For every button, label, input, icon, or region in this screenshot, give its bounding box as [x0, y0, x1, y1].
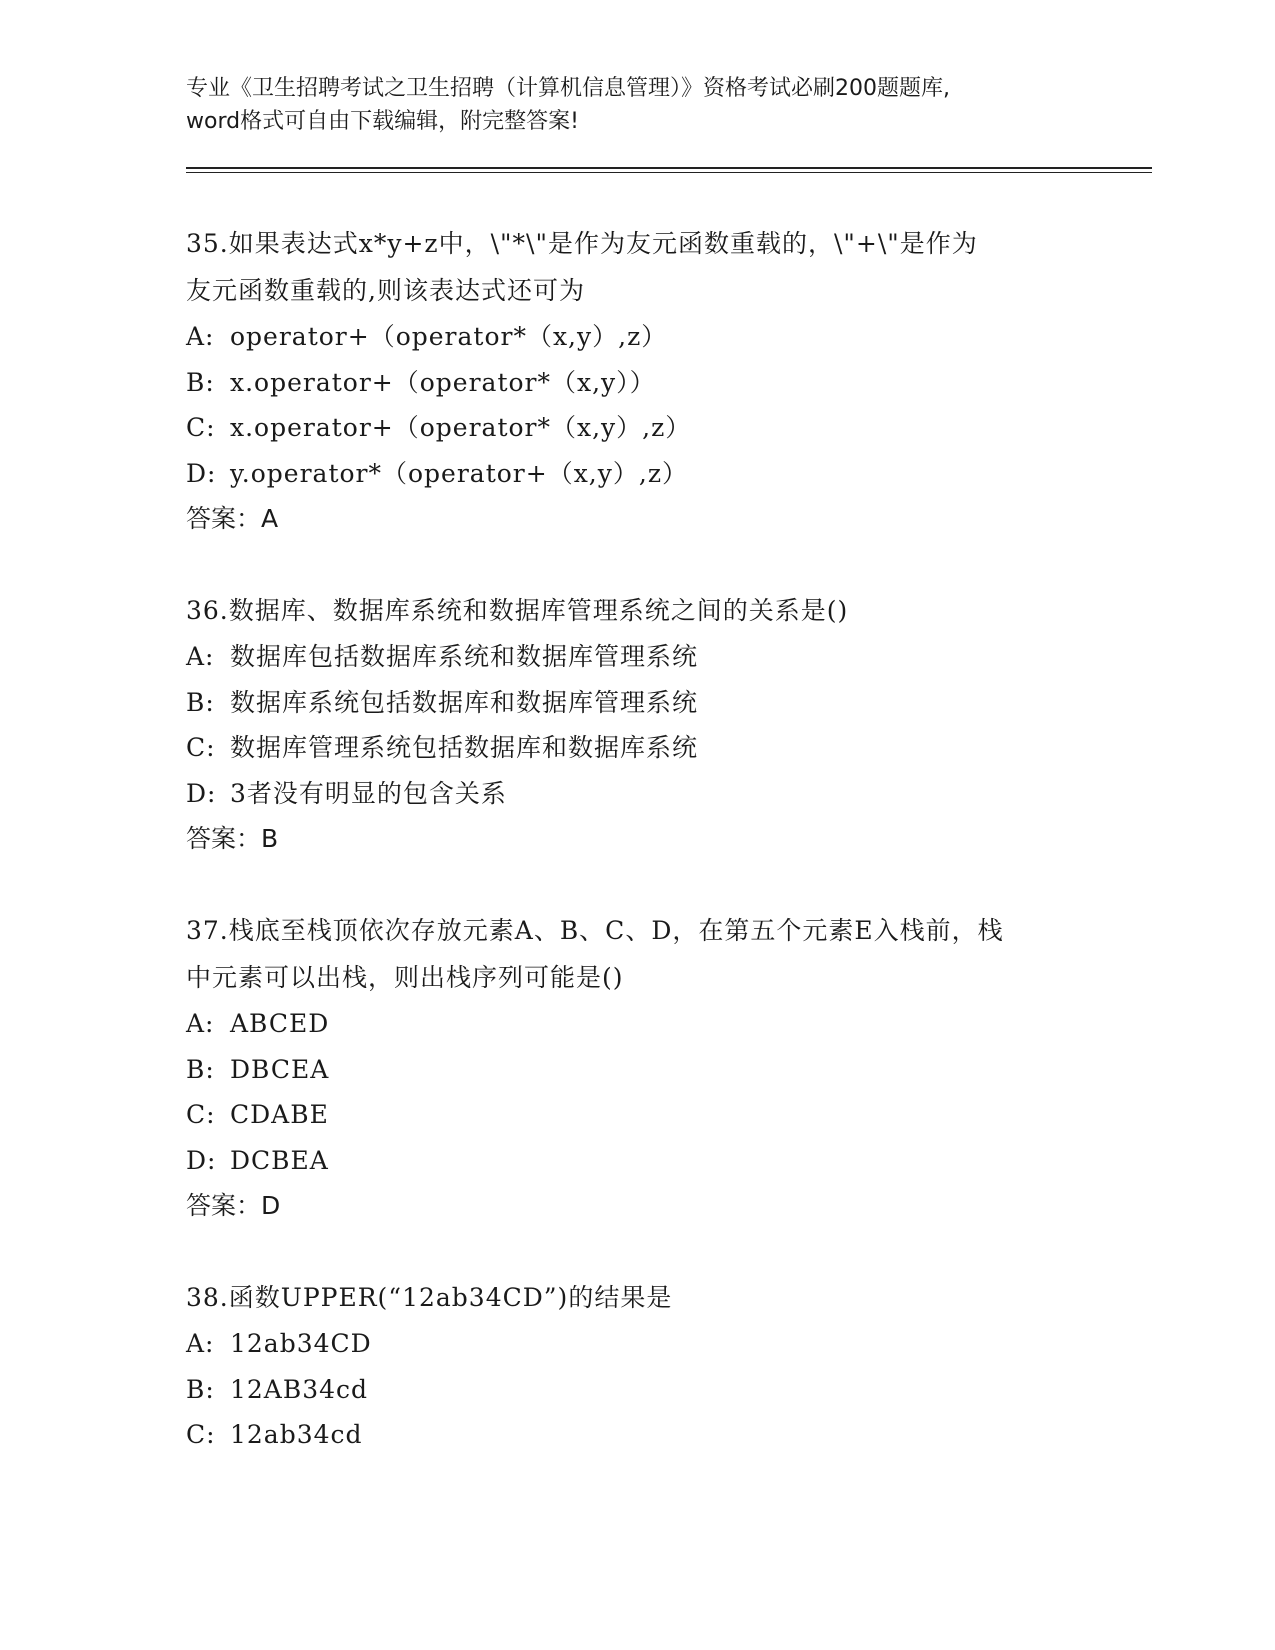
option-key: D:: [186, 458, 217, 488]
question-stem: [186, 907, 1146, 1001]
option-c: [186, 405, 1146, 451]
option-key: A:: [186, 642, 215, 671]
option-key: C:: [186, 413, 216, 442]
option-text: DBCEA: [230, 1054, 330, 1084]
option-key: D:: [186, 1145, 217, 1175]
option-d: [186, 451, 1146, 497]
option-text: y.operator*（operator+（x,y）,z）: [230, 458, 688, 488]
document-header-line-1: 专业《卫生招聘考试之卫生招聘（计算机信息管理）》资格考试必刷200题题库,: [186, 76, 950, 101]
answer-line: 答案：D: [186, 1191, 281, 1220]
option-d: [186, 1138, 1146, 1184]
option-b: [186, 1047, 1146, 1093]
option-a: [186, 634, 1146, 680]
answer-line: 答案：A: [186, 504, 279, 533]
option-key: C:: [186, 733, 216, 762]
option-text: operator+（operator*（x,y）,z）: [230, 322, 668, 351]
question-stem-line: 中元素可以出栈，则出栈序列可能是(): [186, 963, 624, 992]
option-a: [186, 314, 1146, 360]
header-divider: [186, 167, 1152, 173]
option-text: 数据库系统包括数据库和数据库管理系统: [230, 687, 699, 717]
question-stem: [186, 1274, 1146, 1321]
option-text: 12ab34CD: [230, 1329, 372, 1358]
option-key: C:: [186, 1420, 216, 1449]
option-a: [186, 1321, 1146, 1367]
option-d: [186, 771, 1146, 817]
option-key: A:: [186, 1009, 215, 1038]
option-key: B:: [186, 687, 215, 717]
document-page: [186, 72, 1146, 1458]
question-stem-line: 37.栈底至栈顶依次存放元素A、B、C、D，在第五个元素E入栈前，栈: [186, 916, 1004, 945]
answer-line: 答案：B: [186, 824, 279, 853]
option-key: B:: [186, 1054, 215, 1084]
option-key: B:: [186, 367, 215, 397]
question-38: [186, 1274, 1146, 1458]
option-text: 数据库管理系统包括数据库和数据库系统: [230, 733, 699, 762]
option-key: A:: [186, 322, 215, 351]
option-c: [186, 1412, 1146, 1458]
option-key: C:: [186, 1100, 216, 1129]
option-a: [186, 1001, 1146, 1047]
option-key: A:: [186, 1329, 215, 1358]
option-text: x.operator+（operator*（x,y））: [230, 367, 656, 397]
question-37: [186, 907, 1146, 1229]
question-36: [186, 587, 1146, 862]
option-text: 12ab34cd: [230, 1420, 363, 1449]
question-stem-line: 36.数据库、数据库系统和数据库管理系统之间的关系是(): [186, 596, 849, 625]
question-list: [186, 220, 1146, 1458]
option-text: x.operator+（operator*（x,y）,z）: [230, 413, 692, 442]
option-text: 12AB34cd: [230, 1374, 369, 1404]
option-b: [186, 1367, 1146, 1413]
option-b: [186, 680, 1146, 726]
option-text: ABCED: [230, 1009, 330, 1038]
option-key: B:: [186, 1374, 215, 1404]
question-stem-line: 友元函数重载的,则该表达式还可为: [186, 276, 585, 305]
option-b: [186, 360, 1146, 406]
option-key: D:: [186, 778, 217, 808]
option-text: CDABE: [230, 1100, 329, 1129]
option-c: [186, 725, 1146, 771]
document-header-line-2: word格式可自由下载编辑，附完整答案!: [186, 109, 579, 134]
question-35: [186, 220, 1146, 542]
option-c: [186, 1092, 1146, 1138]
question-stem-line: 35.如果表达式x*y+z中，\"*\"是作为友元函数重载的，\"+\"是作为: [186, 229, 978, 258]
question-stem-line: 38.函数UPPER(“12ab34CD”)的结果是: [186, 1283, 673, 1312]
option-text: DCBEA: [230, 1145, 329, 1175]
question-stem: [186, 220, 1146, 314]
question-stem: [186, 587, 1146, 634]
option-text: 数据库包括数据库系统和数据库管理系统: [230, 642, 699, 671]
option-text: 3者没有明显的包含关系: [230, 778, 507, 808]
